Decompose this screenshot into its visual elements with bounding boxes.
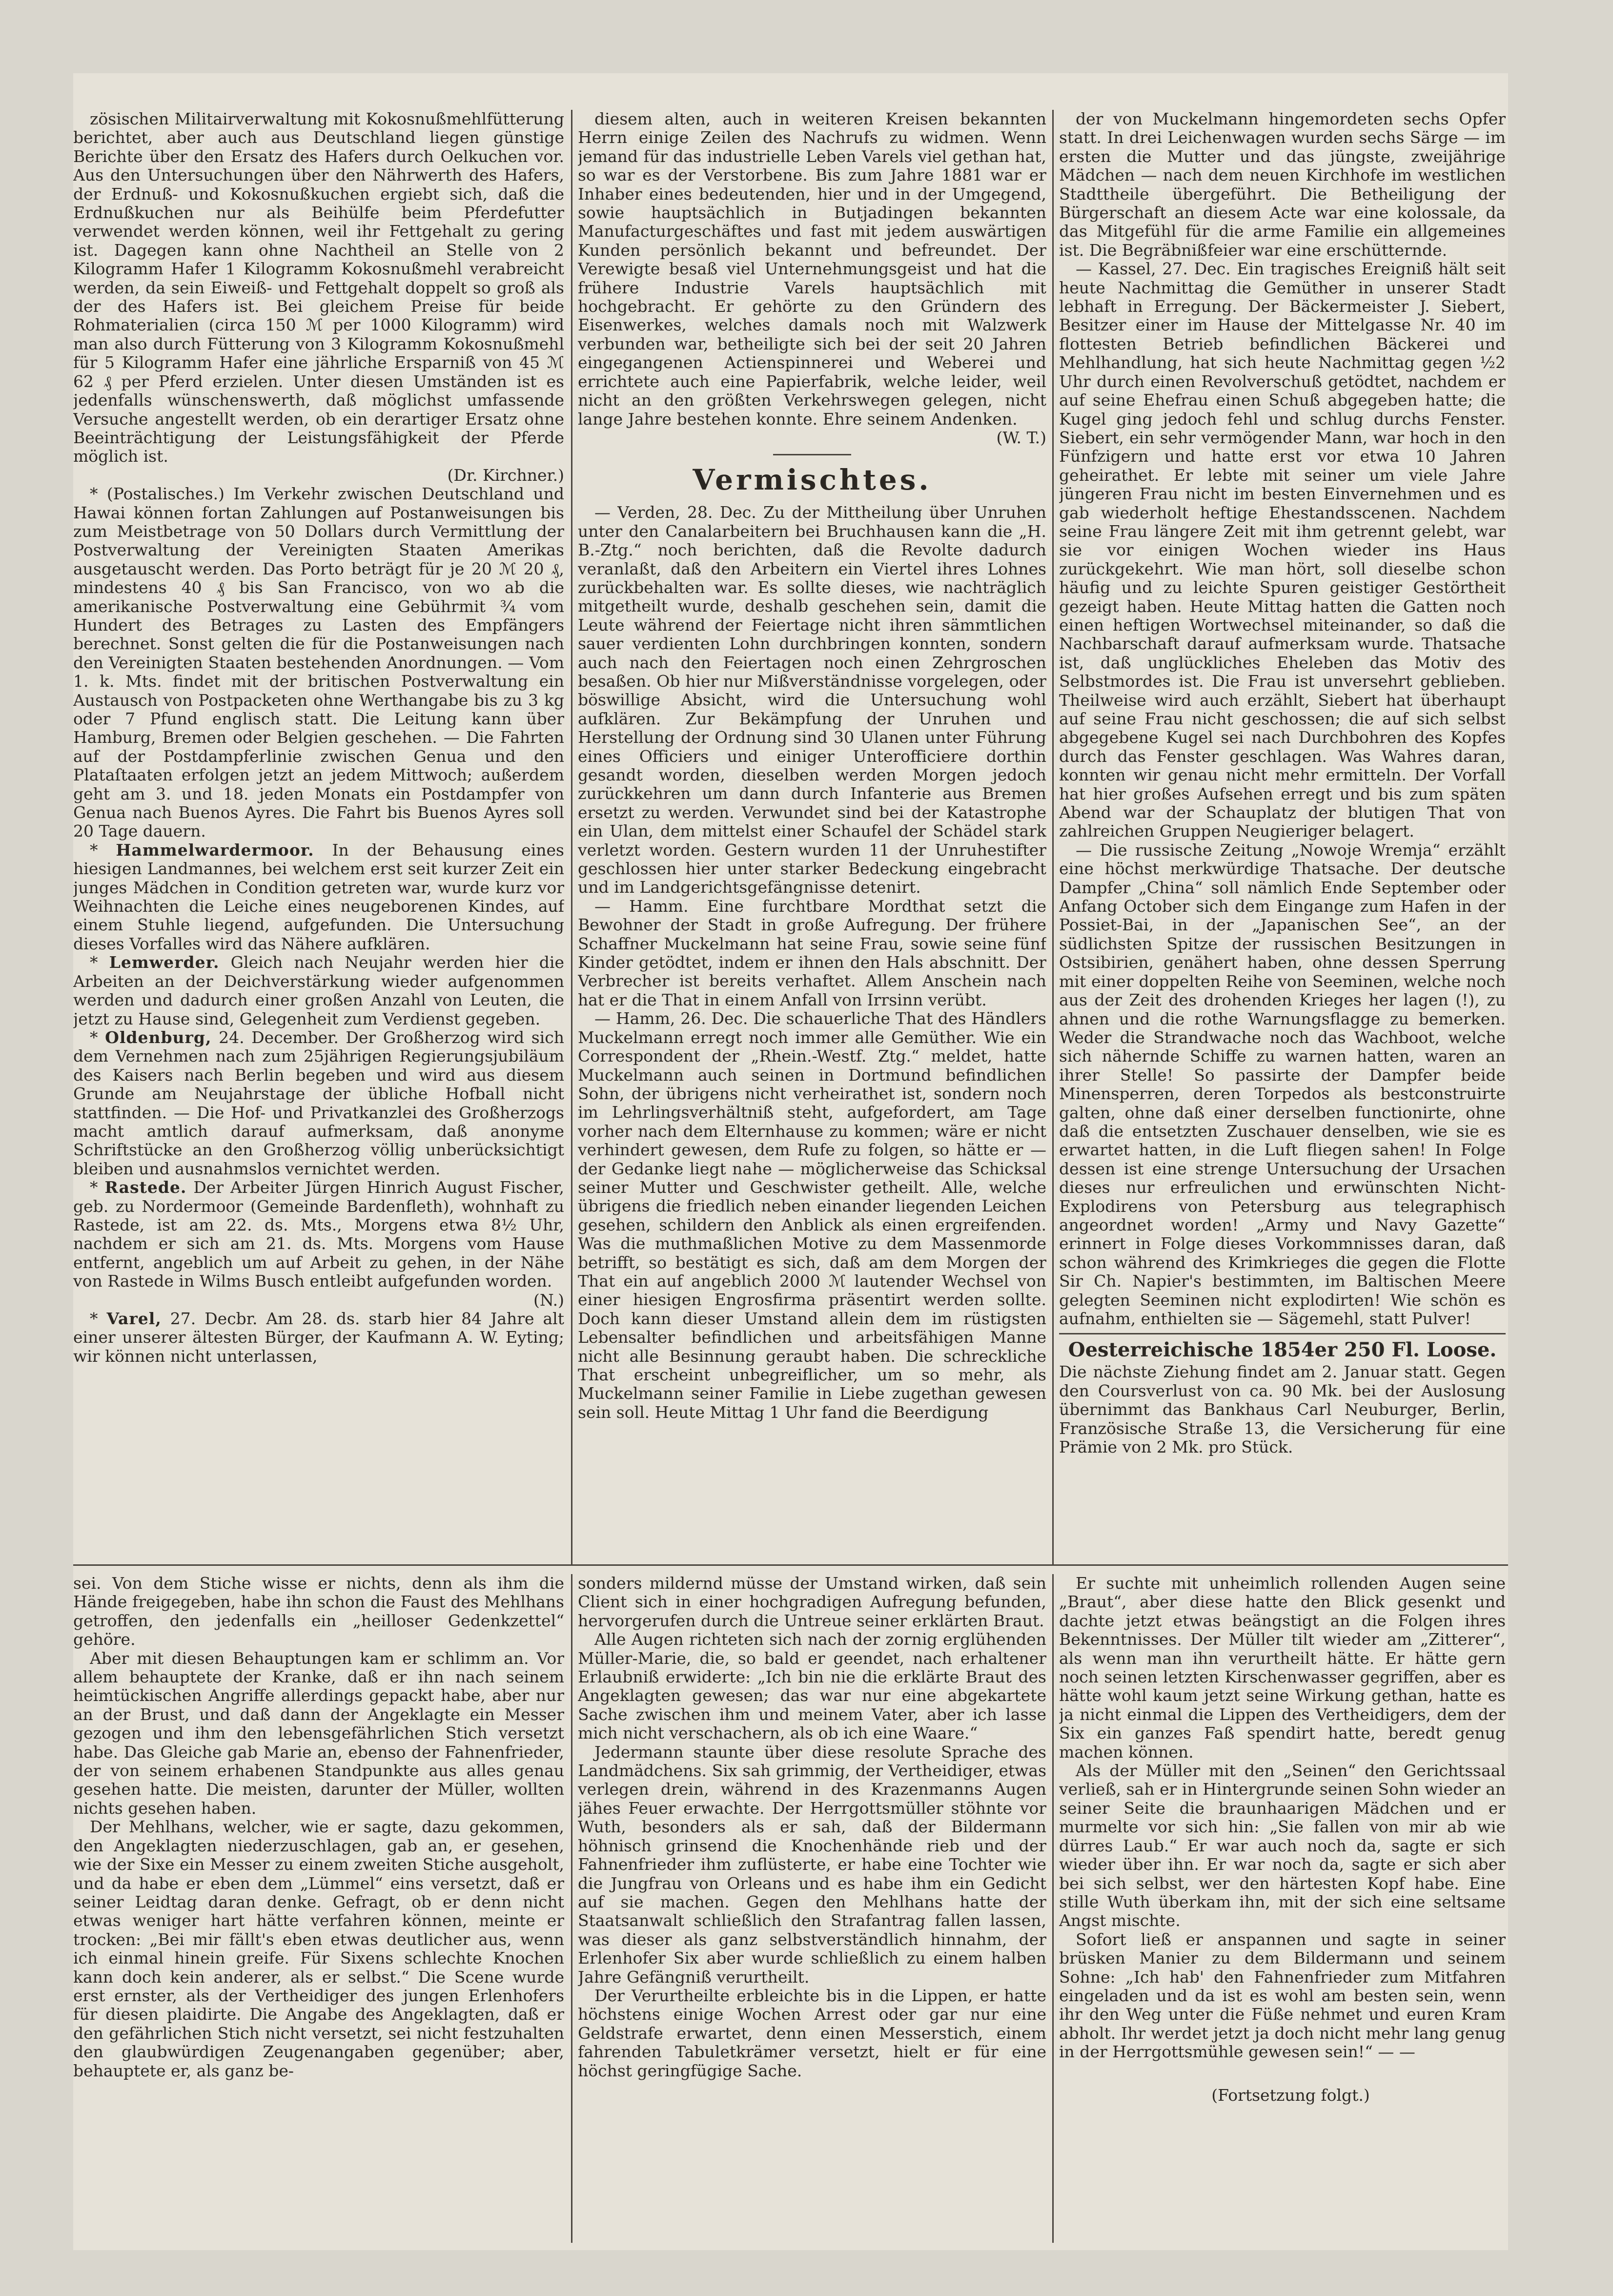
paragraph: * (Postalisches.) Im Verkehr zwischen Deutschland und Hawai können fortan Zahlungen auf Postanweisungen bis zum Meistbetrage von 50 Dollars durch Vermittlung der Postverwaltung der Vereinigten Staaten Amerikas ausgetauscht werden. Das Porto beträgt für je 20 ℳ 20 ₰, mindestens 40 ₰ bis San Francisco, von wo ab die amerikanische Postverwaltung eine Gebührmit ¾ vom Hundert des Betrages zu Lasten des Empfängers berechnet. Sonst gelten die für die Postanweisungen nach den Vereinigten Staaten bestehenden Anordnungen. — Vom 1. k. Mts. findet mit der britischen Postverwaltung ein Austausch von Postpacketen ohne Werthangabe bis zu 3 kg oder 7 Pfund englisch statt. Die Leitung kann über Hamburg, Bremen oder Belgien geschehen. — Die Fahrten auf der Postdampferlinie zwischen Genua und den Plataſtaaten erfolgen jetzt an jedem Mittwoch; außerdem geht am 3. und 18. jeden Monats ein Postdampfer von Genua nach Buenos Ayres. Die Fahrt bis Buenos Ayres soll 20 Tage dauern. xyxy=(73,484,564,841)
paragraph: — Verden, 28. Dec. Zu der Mittheilung über Unruhen unter den Canalarbeitern bei Bruchhausen kann die „H. B.-Ztg.“ noch berichten, daß die Revolte dadurch veranlaßt, daß den Arbeitern ein Viertel ihres Lohnes zurückbehalten war. Es sollte dieses, wie nachträglich mitgetheilt wurde, deshalb geschehen sein, damit die Leute während der Feiertage nicht ihren sämmtlichen sauer verdienten Lohn durchbringen konnten, sondern auch nach den Feiertagen noch einen Zehrgroschen besaßen. Ob hier nur Mißverständnisse vorgelegen, oder böswillige Absicht, wird die Untersuchung wohl aufklären. Zur Bekämpfung der Unruhen und Herstellung der Ordnung sind 30 Ulanen unter Führung eines Officiers und einiger Unterofficiere dorthin gesandt worden, dieselben werden Morgen jedoch zurückkehren um dann durch Infanterie aus Bremen ersetzt zu werden. Verwundet sind bei der Katastrophe ein Ulan, dem mittelst einer Schaufel der Schädel stark verletzt worden. Gestern wurden 11 der Unruhestifter geschlossen hier unter starker Bedeckung eingebracht und im Landgerichtsgefängnisse detenirt. xyxy=(578,503,1046,897)
ad-text: Die nächste Ziehung findet am 2. Januar statt. Gegen den Coursverlust von ca. 90 Mk. bei der Auslosung übernimmt das Bankhaus Carl Neuburger, Berlin, Französische Straße 13, die Versicherung für eine Prämie von 2 Mk. pro Stück. xyxy=(1059,1362,1506,1457)
item-text: 24. December. Der Großherzog wird sich dem Vernehmen nach zum 25jährigen Regierungsjubiläum des Kaisers nach Berlin begeben und wird aus diesem Grunde am Neujahrstage der übliche Hofball nicht stattfinden. — Die Hof- und Privatkanzlei des Großherzogs macht amtlich darauf aufmerksam, daß anonyme Schriftstücke an den Großherzog völlig unberücksichtigt bleiben und ausnahmslos vernichtet werden. xyxy=(73,1027,564,1178)
paragraph: Alle Augen richteten sich nach der zornig erglühenden Müller-Marie, die, so bald er geendet, nach erhaltener Erlaubniß erwiderte: „Ich bin nie die erklärte Braut des Angeklagten gewesen; das war nur eine abgekartete Sache zwischen ihm und meinem Vater, aber ich lasse mich nicht verschachern, als ob ich eine Waare.“ xyxy=(578,1630,1046,1743)
paragraph: sonders mildernd müsse der Umstand wirken, daß sein Client sich in einer hochgradigen Aufregung befunden, hervorgerufen durch die Untreue seiner erklärten Braut. xyxy=(578,1574,1046,1630)
column-divider xyxy=(571,1574,572,2243)
column-divider xyxy=(571,110,572,1564)
paragraph: Der Mehlhans, welcher, wie er sagte, dazu gekommen, den Angeklagten niederzuschlagen, gab an, er gesehen, wie der Sixe ein Messer zu einem zweiten Stiche ausgeholt, und da habe er eben dem „Lümmel“ eins versetzt, daß er seiner Leidtag daran denke. Gefragt, ob er denn nicht etwas weniger hart hätte verfahren können, meinte er trocken: „Bei mir fällt's eben etwas deutlicher aus, wenn ich einmal hinein greife. Für Sixens schlechte Knochen kann doch kein anderer, als er selbst.“ Die Scene wurde erst ernster, als der Vertheidiger des jungen Erlenhofers für diesen plaidirte. Die Angabe des Angeklagten, daß er den gefährlichen Stich nicht versetzt, sei nicht festzuhalten den glaubwürdigen Zeugenangaben gegenüber; aber, behauptete er, als ganz be- xyxy=(73,1817,564,2080)
top-column-1 xyxy=(73,110,564,1557)
news-item: * Lemwerder. Gleich nach Neujahr werden hier die Arbeiten an der Deichverstärkung wieder aufgenommen werden und dadurch einer großen Anzahl von Leuten, die jetzt zu Hause sind, Gelegenheit zum Verdienst gegeben. xyxy=(73,953,564,1028)
feuilleton-column-1 xyxy=(73,1574,564,2248)
continuation-note: (Fortsetzung folgt.) xyxy=(1211,2085,1370,2105)
newspaper-page xyxy=(73,73,1508,2250)
item-text: In der Behausung eines hiesigen Landmannes, bei welchem erst seit kurzer Zeit ein junges Mädchen in Condition getreten war, wurde kurz vor Weihnachten die Leiche eines neugeborenen Kindes, auf einem Stuhle liegend, aufgefunden. Die Untersuchung dieses Vorfalles wird das Nähere aufklären. xyxy=(73,840,564,953)
signature: (W. T.) xyxy=(996,428,1046,447)
news-item: * Hammelwardermoor. In der Behausung eines hiesigen Landmannes, bei welchem erst seit kurzer Zeit ein junges Mädchen in Condition getreten war, wurde kurz vor Weihnachten die Leiche eines neugeborenen Kindes, auf einem Stuhle liegend, aufgefunden. Die Untersuchung dieses Vorfalles wird das Nähere aufklären. xyxy=(73,840,564,953)
top-column-3 xyxy=(1059,110,1506,1557)
paragraph: Der Verurtheilte erbleichte bis in die Lippen, er hatte höchstens einige Wochen Arrest oder gar nur eine Geldstrafe erwartet, denn einen Messerstich, einem fahrenden Tabuletkrämer versetzt, hielt er für eine höchst geringfügige Sache. xyxy=(578,1986,1046,2080)
advertisement xyxy=(1059,1333,1506,1456)
paragraph: Aber mit diesen Behauptungen kam er schlimm an. Vor allem behauptete der Kranke, daß er ihn nach seinem heimtückischen Angriffe allerdings gepackt habe, aber nur an der Brust, und daß dann der Angeklagte ein Messer gezogen und ihm den lebensgefährlichen Stich versetzt habe. Das Gleiche gab Marie an, ebenso der Fahnenfrieder, der von seinem erhabenen Standpunkte aus alles genau gesehen hatte. Die meisten, darunter der Müller, wollten nichts gesehen haben. xyxy=(73,1648,564,1818)
paragraph: zösischen Militairverwaltung mit Kokosnußmehlfütterung berichtet, aber auch aus Deutschland liegen günstige Berichte über den Ersatz des Hafers durch Oelkuchen vor. Aus den Untersuchungen über den Nährwerth des Hafers, der Erdnuß- und Kokosnußkuchen ergiebt sich, daß die Erdnußkuchen nur als Beihülfe beim Pferdefutter verwendet werden können, weil ihr Fettgehalt zu gering ist. Dagegen kann ohne Nachtheil an Stelle von 2 Kilogramm Hafer 1 Kilogramm Kokosnußmehl verabreicht werden, da sein Eiweiß- und Fettgehalt doppelt so groß als der des Hafers ist. Bei gleichem Preise für beide Rohmaterialien (circa 150 ℳ per 1000 Kilogramm) wird man also durch Fütterung von 3 Kilogramm Kokosnußmehl für 5 Kilogramm Hafer eine jährliche Ersparniß von 45 ℳ 62 ₰ per Pferd erzielen. Unter diesen Umständen ist es jedenfalls wünschenswerth, daß möglichst umfassende Versuche angestellt werden, ob ein derartiger Ersatz ohne Beeinträchtigung der Leistungsfähigkeit der Pferde möglich ist. xyxy=(73,110,564,466)
location-label: Rastede. xyxy=(104,1178,187,1197)
feuilleton-column-3 xyxy=(1059,1574,1506,2248)
ad-title: Oesterreichische 1854er 250 Fl. Loose. xyxy=(1068,1338,1497,1362)
section-rule xyxy=(773,454,851,455)
location-label: Hammelwardermoor. xyxy=(116,840,314,860)
paragraph: — Die russische Zeitung „Nowoje Wremja“ erzählt eine höchst merkwürdige Thatsache. Der deutsche Dampfer „China“ soll nämlich Ende September oder Anfang October sich dem Eingange zum Hafen in der Possiet-Bai, in der „Japanischen See“, an der südlichsten Spitze der russischen Besitzungen in Ostsibirien, genähert haben, ohne dessen Sperrung mit einer doppelten Reihe von Seeminen, welche noch aus der Zeit des drohenden Krieges her lagen (!), zu ahnen und die rothe Warnungsflagge zu bemerken. Weder die Strandwache noch das Wachboot, welche sich nähernde Schiffe zu warnen hatten, waren an ihrer Stelle! So passirte der Dampfer beide Minensperren, deren Torpedos als bestconstruirte galten, ohne daß einer derselben functionirte, ohne daß die entsetzten Zuschauer denselben, wie sie es erwartet hatten, in die Luft fliegen sahen! In Folge dessen ist eine strenge Untersuchung der Ursachen dieses nur erfreulichen und erwünschten Nicht-Explodirens von Petersburg aus telegraphisch angeordnet worden! „Army und Navy Gazette“ erinnert in Folge dieses Vorkommnisses daran, daß schon während des Krimkrieges die gegen die Flotte Sir Ch. Napier's bestimmten, im Baltischen Meere gelegten Seeminen nicht explodirten! Wie schön es aufnahm, enthielten sie — Sägemehl, statt Pulver! xyxy=(1059,840,1506,1328)
location-label: Varel, xyxy=(106,1309,162,1328)
paragraph: Jedermann staunte über diese resolute Sprache des Landmädchens. Six sah grimmig, der Vertheidiger, etwas verlegen drein, während in des Krazenmanns Augen jähes Feuer erwachte. Der Herrgottsmüller stöhnte vor Wuth, besonders als er sah, daß der Bildermann höhnisch grinsend die Knochenhände rieb und der Fahnenfrieder ihm zuflüsterte, er habe eine Tochter wie die Jungfrau von Orleans und es habe ihm ein Gedicht auf sie machen. Gegen den Mehlhans hatte der Staatsanwalt schließlich den Strafantrag fallen lassen, was dieser als ganz selbstverständlich hinnahm, der Erlenhofer Six aber wurde schließlich zu einem halben Jahre Gefängniß verurtheilt. xyxy=(578,1742,1046,1987)
feuilleton-separator xyxy=(73,1564,1508,1566)
paragraph: der von Muckelmann hingemordeten sechs Opfer statt. In drei Leichenwagen wurden sechs Särge — im ersten die Mutter und das jüngste, zweijährige Mädchen — nach dem neuen Kirchhofe im westlichen Stadttheile übergeführt. Die Betheiligung der Bürgerschaft an diesem Acte war eine kolossale, da das Mitgefühl für die arme Familie ein allgemeines ist. Die Begräbnißfeier war eine erschütternde. xyxy=(1059,110,1506,260)
signature: (Dr. Kirchner.) xyxy=(447,465,564,485)
column-divider xyxy=(1052,1574,1054,2243)
column-divider xyxy=(1052,110,1054,1564)
paragraph: Sofort ließ er anspannen und sagte in seiner brüsken Manier zu dem Bildermann und seinem Sohne: „Ich hab' den Fahnenfrieder zum Mitfahren eingeladen und da ist es wohl am besten sein, wenn ihr den Weg unter die Füße nehmet und euren Kram abholt. Ihr werdet jetzt ja doch nicht mehr lang genug in der Herrgottsmühle gewesen sein!“ — — xyxy=(1059,1929,1506,2062)
signature: (N.) xyxy=(533,1290,564,1310)
item-text: 27. Decbr. Am 28. ds. starb hier 84 Jahre alt einer unserer ältesten Bürger, der Kaufmann A. W. Eyting; wir können nicht unterlassen, xyxy=(73,1309,564,1366)
location-label: Oldenburg, xyxy=(105,1027,212,1047)
news-item: * Varel, 27. Decbr. Am 28. ds. starb hier 84 Jahre alt einer unserer ältesten Bürger, der Kaufmann A. W. Eyting; wir können nicht unterlassen, xyxy=(73,1309,564,1366)
paragraph: Er suchte mit unheimlich rollenden Augen seine „Braut“, aber diese hatte den Blick gesenkt und dachte jetzt etwas beängstigt an die Folgen ihres Bekenntnisses. Der Müller tilt wieder am „Zitterer“, als wenn man ihn verurtheilt hätte. Er hätte gern noch seinen letzten Kirschenwasser gegriffen, aber es hätte wohl kaum jetzt seine Wirkung gethan, hatte es ja nicht einmal die Lippen des Vertheidigers, dem der Six ein ganzes Faß spendirt hatte, beredt genug machen können. xyxy=(1059,1574,1506,1762)
news-item: * Rastede. Der Arbeiter Jürgen Hinrich August Fischer, geb. zu Nordermoor (Gemeinde Bardenfleth), wohnhaft zu Rastede, ist am 22. ds. Mts., Morgens etwa 8½ Uhr, nachdem er sich am 21. ds. Mts. Morgens vom Hause entfernt, angeblich um auf Arbeit zu gehen, in der Nähe von Rastede in Wilms Busch entleibt aufgefunden worden. xyxy=(73,1178,564,1291)
paragraph: diesem alten, auch in weiteren Kreisen bekannten Herrn einige Zeilen des Nachrufs zu widmen. Wenn jemand für das industrielle Leben Varels viel gethan hat, so war es der Verstorbene. Bis zum Jahre 1881 war er Inhaber eines bedeutenden, hier und in der Umgegend, sowie hauptsächlich in Butjadingen bekannten Manufacturgeschäftes und fast mit jedem auswärtigen Kunden persönlich bekannt und befreundet. Der Verewigte besaß viel Unternehmungsgeist und hat die frühere Industrie Varels hauptsächlich mit hochgebracht. Er gehörte zu den Gründern des Eisenwerkes, welches damals noch mit Walzwerk verbunden war, betheiligte sich bei der seit 20 Jahren eingegangenen Actienspinnerei und Weberei und errichtete auch eine Papierfabrik, welche leider, weil nicht an den größten Verkehrswegen gelegen, nicht lange Jahre bestehen konnte. Ehre seinem Andenken. xyxy=(578,110,1046,429)
section-heading-vermischtes: Vermischtes. xyxy=(693,463,932,497)
paragraph: — Kassel, 27. Dec. Ein tragisches Ereigniß hält seit heute Nachmittag die Gemüther in unserer Stadt lebhaft in Erregung. Der Bäckermeister J. Siebert, Besitzer einer im Hause der Mittelgasse Nr. 40 im flottesten Betrieb befindlichen Bäckerei und Mehlhandlung, hat sich heute Nachmittag gegen ½2 Uhr durch einen Revolverschuß getödtet, nachdem er auf seine Ehefrau einen Schuß abgegeben hatte; die Kugel ging jedoch fehl und schlug durchs Fenster. Siebert, ein sehr vermögender Mann, war hoch in den Fünfzigern und hatte erst vor etwa 10 Jahren geheirathet. Er lebte mit seiner um viele Jahre jüngeren Frau nicht im besten Einvernehmen und es gab wiederholt heftige Ehestandsscenen. Nachdem seine Frau längere Zeit mit ihm getrennt gelebt, war sie vor einigen Wochen wieder ins Haus zurückgekehrt. Wie man hört, soll dieselbe schon häufig und zu leichte Spuren geistiger Gestörtheit gezeigt haben. Heute Mittag hatten die Gatten noch einen heftigen Wortwechsel miteinander, so daß die Nachbarschaft darauf aufmerksam wurde. Thatsache ist, daß unglückliches Eheleben das Motiv des Selbstmordes ist. Die Frau ist unversehrt geblieben. Theilweise wird auch erzählt, Siebert hat überhaupt auf seine Frau nicht geschossen; die auf sich selbst abgegebene Kugel sei nach Durchbohren des Kopfes durch das Fenster geschlagen. Was Wahres daran, konnten wir genau nicht mehr ermitteln. Der Vorfall hat hier großes Aufsehen erregt und bis zum späten Abend war der Schauplatz der blutigen That von zahlreichen Gruppen Neugieriger belagert. xyxy=(1059,259,1506,841)
news-item: * Oldenburg, 24. December. Der Großherzog wird sich dem Vernehmen nach zum 25jährigen Regierungsjubiläum des Kaisers nach Berlin begeben und wird aus diesem Grunde am Neujahrstage der übliche Hofball nicht stattfinden. — Die Hof- und Privatkanzlei des Großherzogs macht amtlich darauf aufmerksam, daß anonyme Schriftstücke an den Großherzog völlig unberücksichtigt bleiben und ausnahmslos vernichtet werden. xyxy=(73,1027,564,1178)
paragraph: sei. Von dem Stiche wisse er nichts, denn als ihm die Hände freigegeben, habe ihn schon die Faust des Mehlhans getroffen, den jedenfalls ein „heilloser Gedenkzettel“ gehöre. xyxy=(73,1574,564,1649)
item-text: Der Arbeiter Jürgen Hinrich August Fischer, geb. zu Nordermoor (Gemeinde Bardenfleth), wohnhaft zu Rastede, ist am 22. ds. Mts., Morgens etwa 8½ Uhr, nachdem er sich am 21. ds. Mts. Morgens vom Hause entfernt, angeblich um auf Arbeit zu gehen, in der Nähe von Rastede in Wilms Busch entleibt aufgefunden worden. xyxy=(73,1178,564,1291)
item-text: Gleich nach Neujahr werden hier die Arbeiten an der Deichverstärkung wieder aufgenommen werden und dadurch einer großen Anzahl von Leuten, die jetzt zu Hause sind, Gelegenheit zum Verdienst gegeben. xyxy=(73,953,564,1028)
paragraph: — Hamm, 26. Dec. Die schauerliche That des Händlers Muckelmann erregt noch immer alle Gemüther. Wie ein Correspondent der „Rhein.-Westf. Ztg.“ meldet, hatte Muckelmann auch seinen in Dortmund befindlichen Sohn, der übrigens nicht verheirathet ist, sondern noch im Lehrlingsverhältniß steht, aufgefordert, am Tage vorher nach dem Elternhause zu kommen; wäre er nicht verhindert gewesen, dem Rufe zu folgen, so hätte er — der Gedanke liegt nahe — möglicherweise das Schicksal seiner Mutter und Geschwister getheilt. Alle, welche übrigens die friedlich neben einander liegenden Leichen gesehen, schildern den Anblick als einen ergreifenden. Was die muthmaßlichen Motive zu dem Massenmorde betrifft, so bestätigt es sich, daß am dem Morgen der That ein auf angeblich 2000 ℳ lautender Wechsel von einer hiesigen Engrosfirma präsentirt werden sollte. Doch kann dieser Umstand allein dem im rüstigsten Lebensalter befindlichen und arbeitsfähigen Manne nicht alle Besinnung geraubt haben. Die schreckliche That erscheint unbegreiflicher, um so mehr, als Muckelmann seiner Familie in Liebe zugethan gewesen sein soll. Heute Mittag 1 Uhr fand die Beerdigung xyxy=(578,1009,1046,1422)
location-label: Lemwerder. xyxy=(109,953,220,972)
top-column-2 xyxy=(578,110,1046,1557)
paragraph: Als der Müller mit den „Seinen“ den Gerichtssaal verließ, sah er in Hintergrunde seinen Sohn wieder an seiner Seite die braunhaarigen Mädchen und er murmelte vor sich hin: „Sie fallen von mir ab wie dürres Laub.“ Er war auch noch da, sagte er sich wieder über ihn. Er war noch da, sagte er sich aber bei sich selbst, wer den härtesten Kopf habe. Eine stille Wuth überkam ihn, mit der sich eine seltsame Angst mischte. xyxy=(1059,1761,1506,1930)
paragraph: — Hamm. Eine furchtbare Mordthat setzt die Bewohner der Stadt in große Aufregung. Der frühere Schaffner Muckelmann hat seine Frau, sowie seine fünf Kinder getödtet, indem er ihnen den Hals abschnitt. Der Verbrecher ist bereits verhaftet. Allem Anschein nach hat er die That in einem Anfall von Irrsinn verübt. xyxy=(578,896,1046,1009)
feuilleton-column-2 xyxy=(578,1574,1046,2248)
